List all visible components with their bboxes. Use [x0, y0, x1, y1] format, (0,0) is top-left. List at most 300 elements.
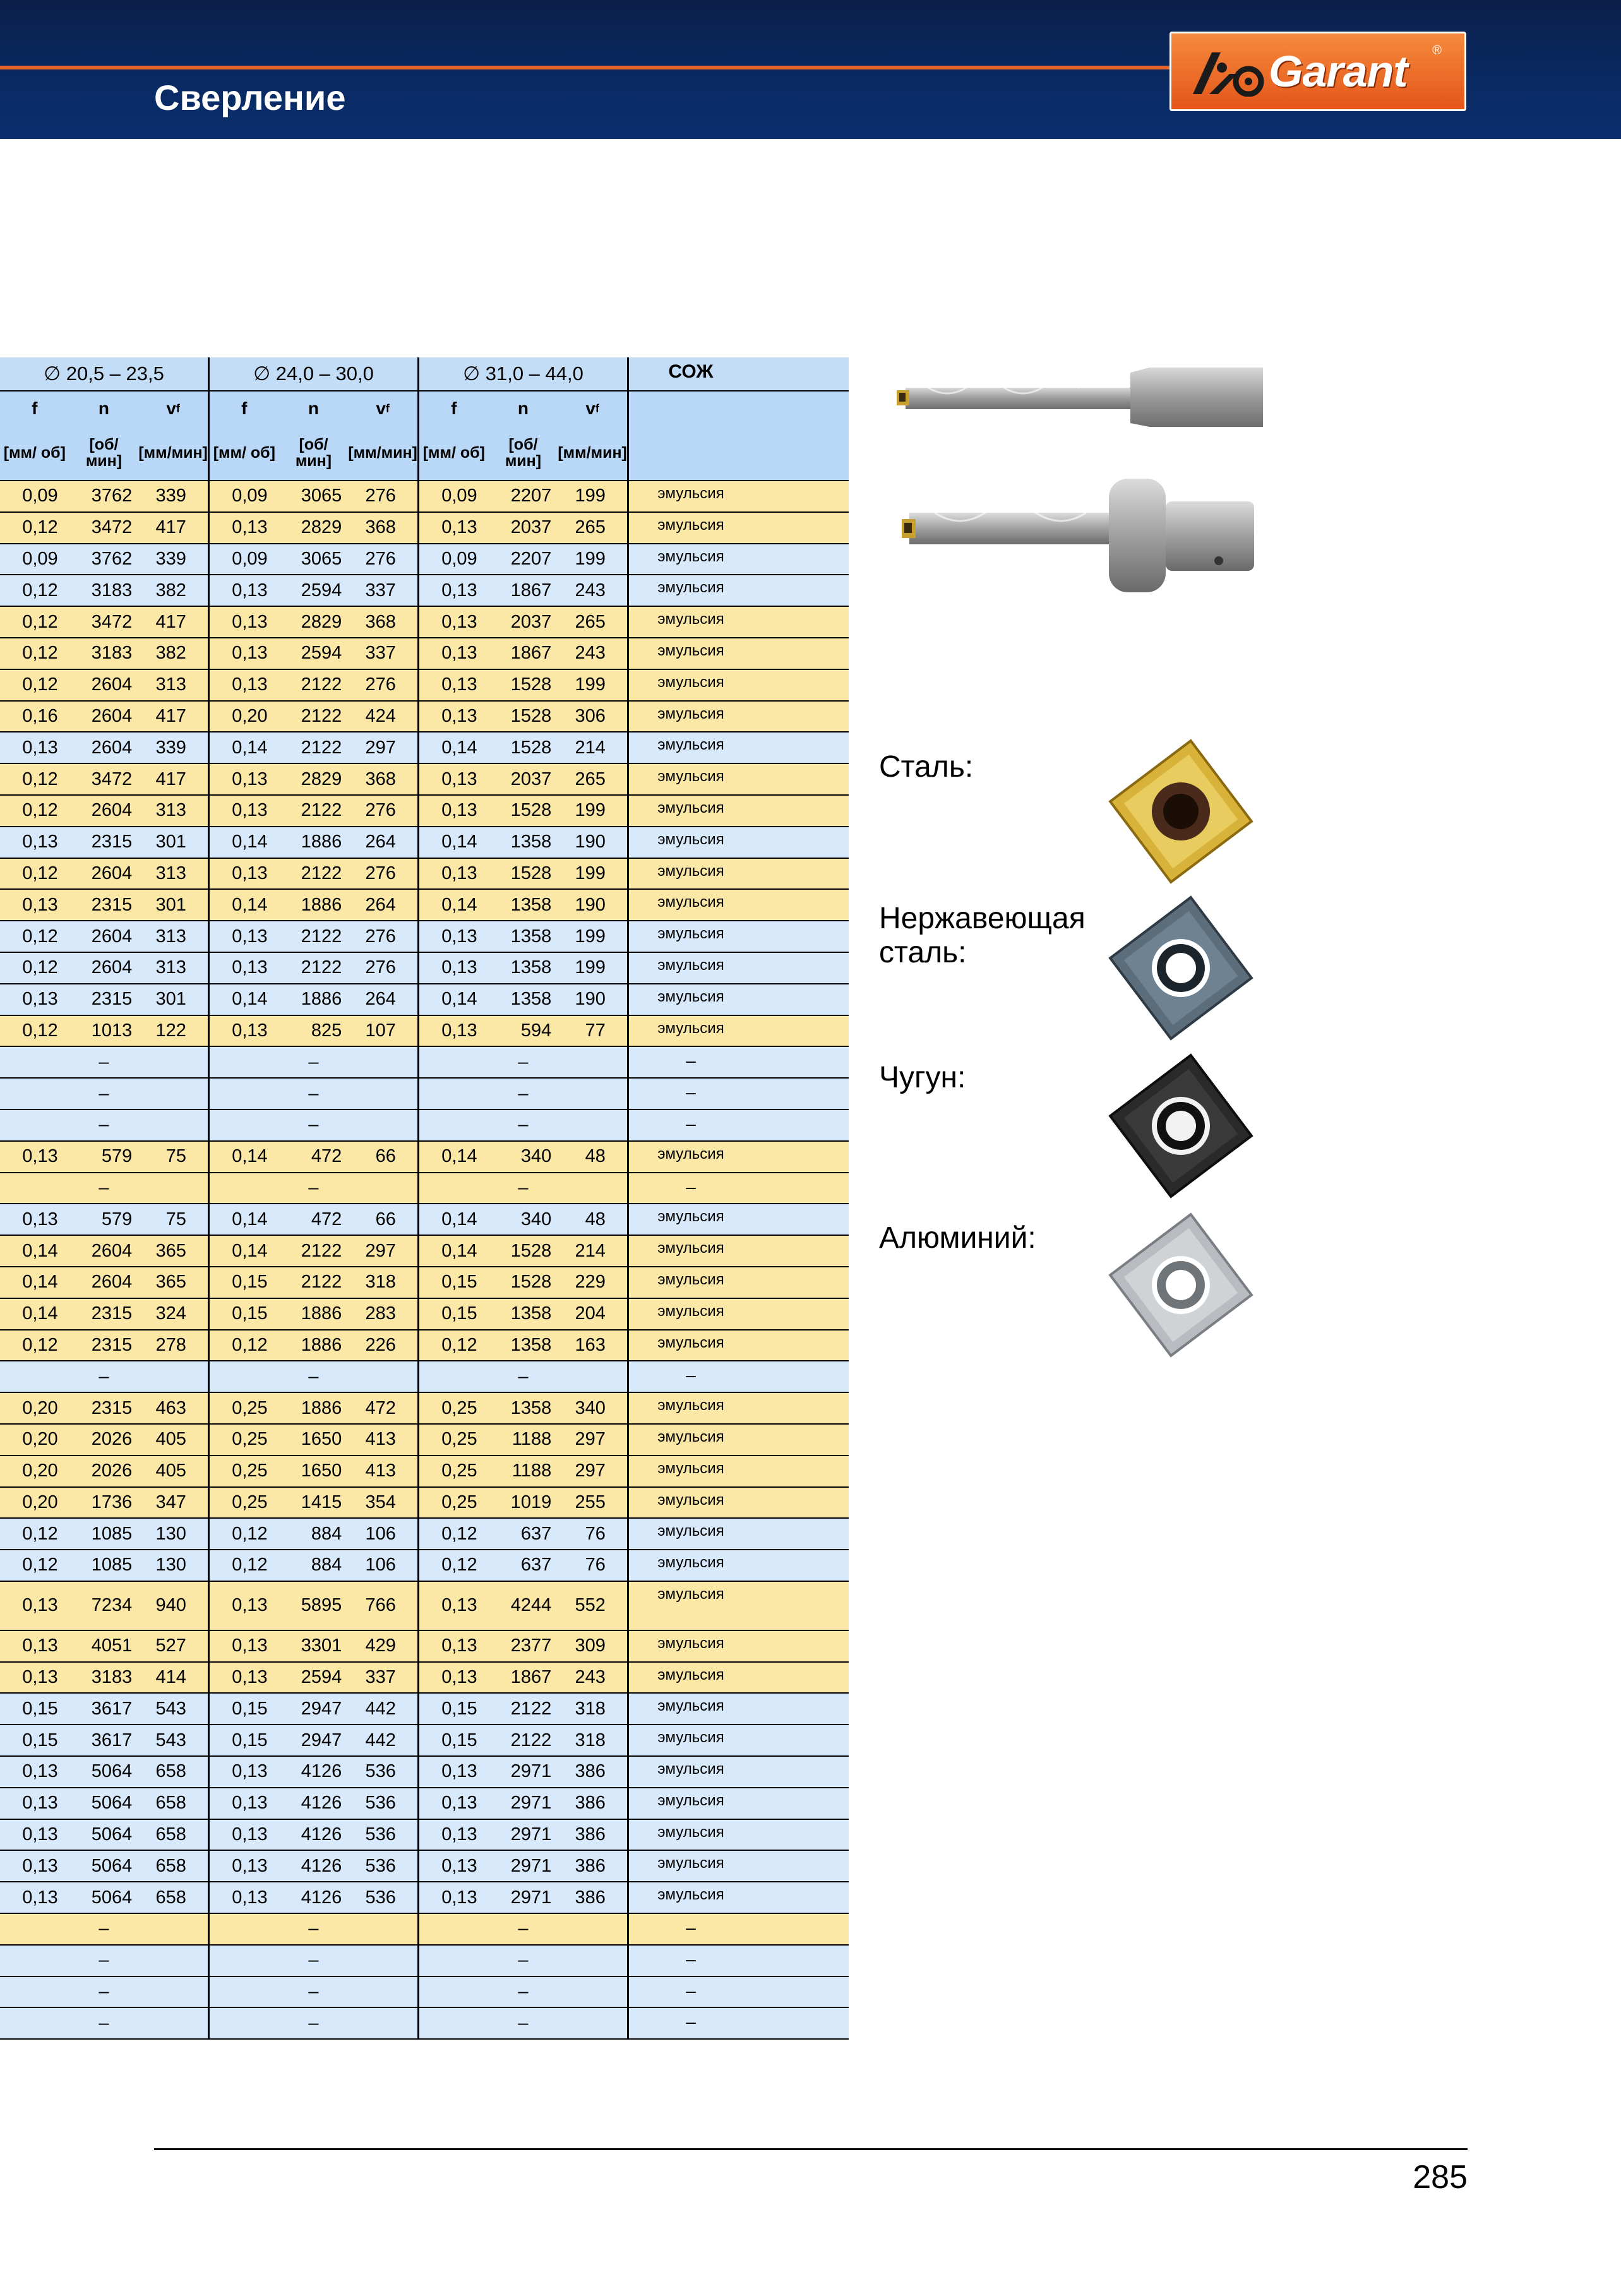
coolant-cell: эмульсия [657, 1823, 724, 1841]
table-row-group [0, 1946, 210, 1976]
cell-v: 48 [585, 1146, 606, 1167]
coolant-cell: эмульсия [657, 579, 724, 597]
cell-f: 0,13 [22, 1793, 58, 1814]
cell-n: 472 [311, 1209, 342, 1229]
cell-v: 365 [155, 1272, 186, 1293]
cell-n: 594 [520, 1020, 552, 1041]
cell-f: 0,13 [22, 894, 58, 915]
cell-f: 0,12 [22, 768, 58, 789]
cell-n: 3301 [301, 1635, 342, 1656]
coolant-cell: эмульсия [657, 1886, 724, 1904]
cell-v: 122 [155, 1020, 186, 1041]
cell-n: 2207 [510, 486, 552, 506]
page-number: 285 [1413, 2159, 1468, 2196]
cell-v: 190 [575, 894, 606, 915]
cell-v: 368 [365, 517, 396, 538]
insert-steel-image [1102, 732, 1260, 890]
coolant-cell: эмульсия [657, 799, 724, 816]
table-row [0, 1330, 849, 1362]
col-f: f [241, 398, 248, 419]
cell-n: 2604 [91, 705, 133, 726]
table-row-group [419, 1851, 629, 1881]
table-row-group [419, 1047, 629, 1077]
cell-v: 199 [575, 548, 606, 569]
cell-n: 2604 [91, 674, 133, 695]
table-row-group [210, 1047, 419, 1077]
cell-v: 340 [575, 1397, 606, 1418]
cell-n: 2026 [91, 1461, 133, 1481]
cell-n: 1528 [510, 737, 552, 758]
cell-f: 0,13 [441, 517, 477, 538]
coolant-cell: эмульсия [657, 1019, 724, 1037]
symbol-group [419, 392, 629, 426]
cell-v: 306 [575, 705, 606, 726]
cell-v: 66 [375, 1146, 396, 1167]
table-row-group [210, 1173, 419, 1204]
cell-v: 265 [575, 517, 606, 538]
cell-f: 0,14 [232, 989, 268, 1010]
symbol-group [0, 392, 210, 426]
table-row [0, 1882, 849, 1914]
cell-n: 4126 [301, 1824, 342, 1845]
table-row-group [210, 953, 419, 983]
cell-n: 1013 [91, 1020, 133, 1041]
cell-v: 297 [365, 1240, 396, 1261]
cell-f: 0,14 [441, 1209, 477, 1229]
table-row [0, 2008, 849, 2040]
cell-f: 0,13 [232, 674, 268, 695]
coolant-cell: эмульсия [657, 1397, 724, 1414]
cell-v: 442 [365, 1730, 396, 1750]
cell-n: 2971 [510, 1855, 552, 1876]
cell-v: 413 [365, 1429, 396, 1450]
empty-value-cell: – [308, 1051, 319, 1072]
cell-v: 414 [155, 1667, 186, 1688]
table-row-group [419, 1299, 629, 1329]
table-row-group [0, 1299, 210, 1329]
empty-value-cell: – [308, 1177, 319, 1198]
cell-v: 276 [365, 957, 396, 978]
cell-f: 0,12 [232, 1555, 268, 1576]
table-row-group [210, 1299, 419, 1329]
cell-v: 339 [155, 737, 186, 758]
cell-n: 2971 [510, 1824, 552, 1845]
cell-n: 5064 [91, 1855, 133, 1876]
cell-n: 1886 [301, 1334, 342, 1355]
cell-n: 2122 [301, 926, 342, 947]
table-row-group [0, 1425, 210, 1455]
cell-v: 386 [575, 1761, 606, 1782]
cell-n: 4126 [301, 1887, 342, 1908]
empty-value-cell: – [518, 1051, 529, 1072]
cell-n: 1886 [301, 989, 342, 1010]
cell-f: 0,12 [22, 674, 58, 695]
table-row-group [0, 1236, 210, 1266]
coolant-cell: эмульсия [657, 768, 724, 786]
cell-v: 130 [155, 1555, 186, 1576]
cutting-data-table [0, 357, 849, 2040]
table-row-group [0, 513, 210, 543]
cell-n: 2604 [91, 926, 133, 947]
table-row [0, 1550, 849, 1582]
cell-n: 2122 [301, 800, 342, 821]
cell-f: 0,13 [441, 674, 477, 695]
cell-n: 2947 [301, 1730, 342, 1750]
cell-f: 0,13 [232, 611, 268, 632]
cell-v: 365 [155, 1240, 186, 1261]
empty-value-cell: – [99, 1051, 109, 1072]
cell-f: 0,13 [22, 989, 58, 1010]
coolant-cell: эмульсия [657, 1302, 724, 1320]
coolant-cell: эмульсия [657, 1697, 724, 1715]
cell-v: 536 [365, 1824, 396, 1845]
cell-v: 324 [155, 1303, 186, 1324]
table-row-group [0, 1173, 210, 1204]
table-row [0, 1977, 849, 2009]
table-row-group [210, 1851, 419, 1881]
cell-f: 0,12 [441, 1334, 477, 1355]
cell-f: 0,12 [22, 800, 58, 821]
cell-f: 0,09 [441, 486, 477, 506]
cell-v: 337 [365, 643, 396, 664]
unit-f: [мм/ об] [213, 443, 275, 462]
table-row-group [0, 1882, 210, 1913]
cell-n: 884 [311, 1523, 342, 1544]
cell-n: 2037 [510, 517, 552, 538]
cell-v: 77 [585, 1020, 606, 1041]
cell-f: 0,14 [232, 1240, 268, 1261]
table-row [0, 481, 849, 513]
cell-v: 163 [575, 1334, 606, 1355]
header-accent-line [0, 66, 1181, 69]
cell-v: 106 [365, 1523, 396, 1544]
table-row-group [210, 732, 419, 763]
table-row-group [0, 1267, 210, 1298]
cell-n: 1358 [510, 957, 552, 978]
coolant-cell: – [686, 2012, 696, 2032]
table-row-group [210, 1393, 419, 1423]
table-row-group [419, 1946, 629, 1976]
table-row-group [419, 1456, 629, 1486]
table-row-group [419, 1173, 629, 1204]
table-row-group [210, 1946, 419, 1976]
insert-label-stainless: Нержавеющая сталь: [879, 902, 1086, 969]
cell-f: 0,12 [232, 1523, 268, 1544]
table-row-group [0, 1393, 210, 1423]
page-title: Сверление [154, 78, 346, 117]
cell-v: 214 [575, 1240, 606, 1261]
cell-v: 66 [375, 1209, 396, 1229]
coolant-cell: – [686, 1365, 696, 1385]
cell-v: 313 [155, 800, 186, 821]
table-symbol-header-row [0, 392, 849, 426]
table-row-group [210, 1914, 419, 1944]
cell-v: 214 [575, 737, 606, 758]
cell-v: 76 [585, 1523, 606, 1544]
table-row [0, 921, 849, 953]
cell-v: 543 [155, 1698, 186, 1719]
cell-n: 2604 [91, 1240, 133, 1261]
table-row-group [210, 575, 419, 606]
cell-f: 0,13 [22, 832, 58, 852]
cell-v: 339 [155, 548, 186, 569]
table-row [0, 1757, 849, 1788]
table-row-group [419, 1267, 629, 1298]
cell-v: 368 [365, 611, 396, 632]
cell-n: 1085 [91, 1555, 133, 1576]
cell-f: 0,13 [22, 1887, 58, 1908]
table-row-group [419, 1914, 629, 1944]
table-row [0, 513, 849, 544]
empty-value-cell: – [308, 2012, 319, 2033]
table-row [0, 1173, 849, 1205]
table-row-group [0, 732, 210, 763]
cell-n: 3617 [91, 1730, 133, 1750]
coolant-cell: эмульсия [657, 1761, 724, 1778]
table-row-group [0, 2008, 210, 2038]
table-row-group [419, 1788, 629, 1819]
table-row-group [419, 1488, 629, 1518]
table-row-group [210, 890, 419, 920]
cell-f: 0,13 [441, 705, 477, 726]
cell-f: 0,12 [232, 1334, 268, 1355]
table-row-group [0, 1519, 210, 1549]
table-row-group [0, 859, 210, 889]
table-row [0, 1519, 849, 1550]
cell-f: 0,20 [22, 1461, 58, 1481]
cell-f: 0,13 [232, 1635, 268, 1656]
cell-n: 2315 [91, 1303, 133, 1324]
table-row-group [419, 984, 629, 1015]
cell-f: 0,13 [22, 1595, 58, 1616]
brand-logo [1169, 32, 1466, 111]
cell-n: 2971 [510, 1761, 552, 1782]
cell-f: 0,09 [441, 548, 477, 569]
cell-n: 7234 [91, 1595, 133, 1616]
cell-n: 2122 [301, 674, 342, 695]
table-row-group [210, 1142, 419, 1172]
empty-value-cell: – [308, 1982, 319, 2002]
cell-v: 463 [155, 1397, 186, 1418]
col-n: n [98, 398, 110, 419]
cell-f: 0,25 [232, 1492, 268, 1512]
cell-v: 386 [575, 1793, 606, 1814]
page-header [0, 0, 1621, 139]
registered-mark: ® [1432, 44, 1442, 57]
cell-f: 0,12 [22, 611, 58, 632]
cell-v: 106 [365, 1555, 396, 1576]
coolant-cell: эмульсия [657, 485, 724, 502]
coolant-cell: эмульсия [657, 925, 724, 943]
cell-f: 0,14 [441, 894, 477, 915]
unit-n: [об/ мин] [85, 435, 123, 470]
table-row [0, 1488, 849, 1519]
cell-v: 199 [575, 863, 606, 883]
cell-f: 0,13 [232, 1824, 268, 1845]
col-vf: v f [166, 398, 180, 419]
cell-f: 0,20 [22, 1492, 58, 1512]
empty-value-cell: – [518, 1366, 529, 1387]
empty-value-cell: – [518, 1918, 529, 1939]
table-row-group [419, 890, 629, 920]
table-row-group [210, 1820, 419, 1850]
table-row-group [419, 1519, 629, 1549]
cell-f: 0,15 [232, 1272, 268, 1293]
cell-v: 405 [155, 1429, 186, 1450]
diameter-group-2: ∅ 24,0 – 30,0 [210, 357, 419, 390]
cell-f: 0,13 [441, 1793, 477, 1814]
cell-f: 0,13 [441, 1824, 477, 1845]
cell-f: 0,13 [232, 1020, 268, 1041]
table-row-group [0, 481, 210, 511]
cell-n: 2829 [301, 517, 342, 538]
coolant-cell: эмульсия [657, 830, 724, 848]
table-row [0, 1425, 849, 1456]
table-row [0, 670, 849, 702]
cell-v: 243 [575, 580, 606, 601]
unit-vf: [мм/мин] [138, 443, 208, 462]
col-vf: v f [585, 398, 599, 419]
cell-n: 472 [311, 1146, 342, 1167]
empty-value-cell: – [99, 1366, 109, 1387]
table-row-group [210, 1488, 419, 1518]
table-row-group [210, 513, 419, 543]
coolant-cell: эмульсия [657, 1855, 724, 1872]
cell-f: 0,13 [232, 580, 268, 601]
table-row [0, 1663, 849, 1694]
cell-f: 0,15 [22, 1730, 58, 1750]
table-row-group [419, 1694, 629, 1724]
insert-label-aluminium: Алюминий: [879, 1221, 1036, 1255]
table-row-group [210, 607, 419, 637]
empty-value-cell: – [308, 1950, 319, 1971]
table-row-group [419, 481, 629, 511]
cell-n: 2122 [301, 957, 342, 978]
coolant-cell: эмульсия [657, 1334, 724, 1351]
cell-f: 0,25 [441, 1429, 477, 1450]
table-row [0, 827, 849, 859]
table-row-group [419, 732, 629, 763]
table-row-group [419, 1330, 629, 1361]
cell-n: 2594 [301, 1667, 342, 1688]
coolant-cell: эмульсия [657, 1208, 724, 1226]
table-row-group [210, 1110, 419, 1140]
cell-f: 0,25 [441, 1492, 477, 1512]
col-f: f [451, 398, 457, 419]
table-row-group [0, 1977, 210, 2007]
cell-v: 276 [365, 486, 396, 506]
table-row-group [419, 607, 629, 637]
cell-f: 0,13 [22, 737, 58, 758]
unit-group [210, 426, 419, 480]
empty-value-cell: – [518, 1177, 529, 1198]
table-row-group [210, 1236, 419, 1266]
cell-f: 0,13 [441, 1761, 477, 1782]
cell-f: 0,13 [441, 1887, 477, 1908]
cell-v: 229 [575, 1272, 606, 1293]
cell-v: 75 [165, 1146, 186, 1167]
cell-f: 0,14 [441, 989, 477, 1010]
cell-n: 1528 [510, 1272, 552, 1293]
cell-f: 0,14 [22, 1240, 58, 1261]
cell-n: 3472 [91, 517, 133, 538]
cell-n: 1886 [301, 1397, 342, 1418]
table-row-group [0, 921, 210, 952]
cell-f: 0,13 [22, 1761, 58, 1782]
cell-v: 276 [365, 674, 396, 695]
cell-n: 2315 [91, 989, 133, 1010]
table-row-group [210, 1361, 419, 1392]
table-row-group [419, 827, 629, 858]
table-row-group [419, 1582, 629, 1630]
table-row-group [0, 827, 210, 858]
cell-v: 442 [365, 1698, 396, 1719]
table-row-group [210, 638, 419, 669]
cell-n: 4244 [510, 1595, 552, 1616]
cell-v: 309 [575, 1635, 606, 1656]
table-row-group [0, 1663, 210, 1693]
cell-n: 2122 [301, 737, 342, 758]
cell-f: 0,12 [22, 926, 58, 947]
cell-n: 3472 [91, 768, 133, 789]
cell-f: 0,09 [232, 548, 268, 569]
cell-n: 3762 [91, 548, 133, 569]
empty-value-cell: – [99, 1950, 109, 1971]
cell-v: 265 [575, 611, 606, 632]
cell-f: 0,09 [22, 486, 58, 506]
cell-v: 190 [575, 989, 606, 1010]
cell-f: 0,25 [232, 1461, 268, 1481]
cell-v: 658 [155, 1761, 186, 1782]
table-row [0, 1393, 849, 1425]
cell-n: 1650 [301, 1429, 342, 1450]
cell-v: 543 [155, 1730, 186, 1750]
cell-n: 5895 [301, 1595, 342, 1616]
cell-n: 5064 [91, 1761, 133, 1782]
table-row-group [419, 1820, 629, 1850]
cell-v: 265 [575, 768, 606, 789]
coolant-cell: – [686, 1949, 696, 1969]
cell-n: 1358 [510, 832, 552, 852]
coolant-cell: эмульсия [657, 1459, 724, 1477]
cell-f: 0,15 [441, 1698, 477, 1719]
cell-f: 0,13 [232, 1667, 268, 1688]
cell-n: 1188 [511, 1429, 552, 1450]
cell-n: 2604 [91, 863, 133, 883]
table-row-group [210, 1267, 419, 1298]
unit-group [419, 426, 629, 480]
cell-v: 368 [365, 768, 396, 789]
cell-v: 313 [155, 674, 186, 695]
table-row-group [0, 796, 210, 826]
cell-f: 0,14 [232, 737, 268, 758]
cell-f: 0,20 [22, 1429, 58, 1450]
cell-n: 1528 [510, 863, 552, 883]
cell-v: 276 [365, 800, 396, 821]
cell-v: 658 [155, 1793, 186, 1814]
cell-n: 4126 [301, 1761, 342, 1782]
cell-v: 424 [365, 705, 396, 726]
coolant-cell: эмульсия [657, 673, 724, 691]
cell-n: 2122 [301, 863, 342, 883]
coolant-cell: – [686, 1918, 696, 1938]
cell-f: 0,13 [22, 1855, 58, 1876]
cell-f: 0,15 [441, 1303, 477, 1324]
table-row-group [0, 1851, 210, 1881]
coolant-cell: эмульсия [657, 1554, 724, 1572]
cell-v: 417 [155, 705, 186, 726]
cell-n: 2377 [510, 1635, 552, 1656]
